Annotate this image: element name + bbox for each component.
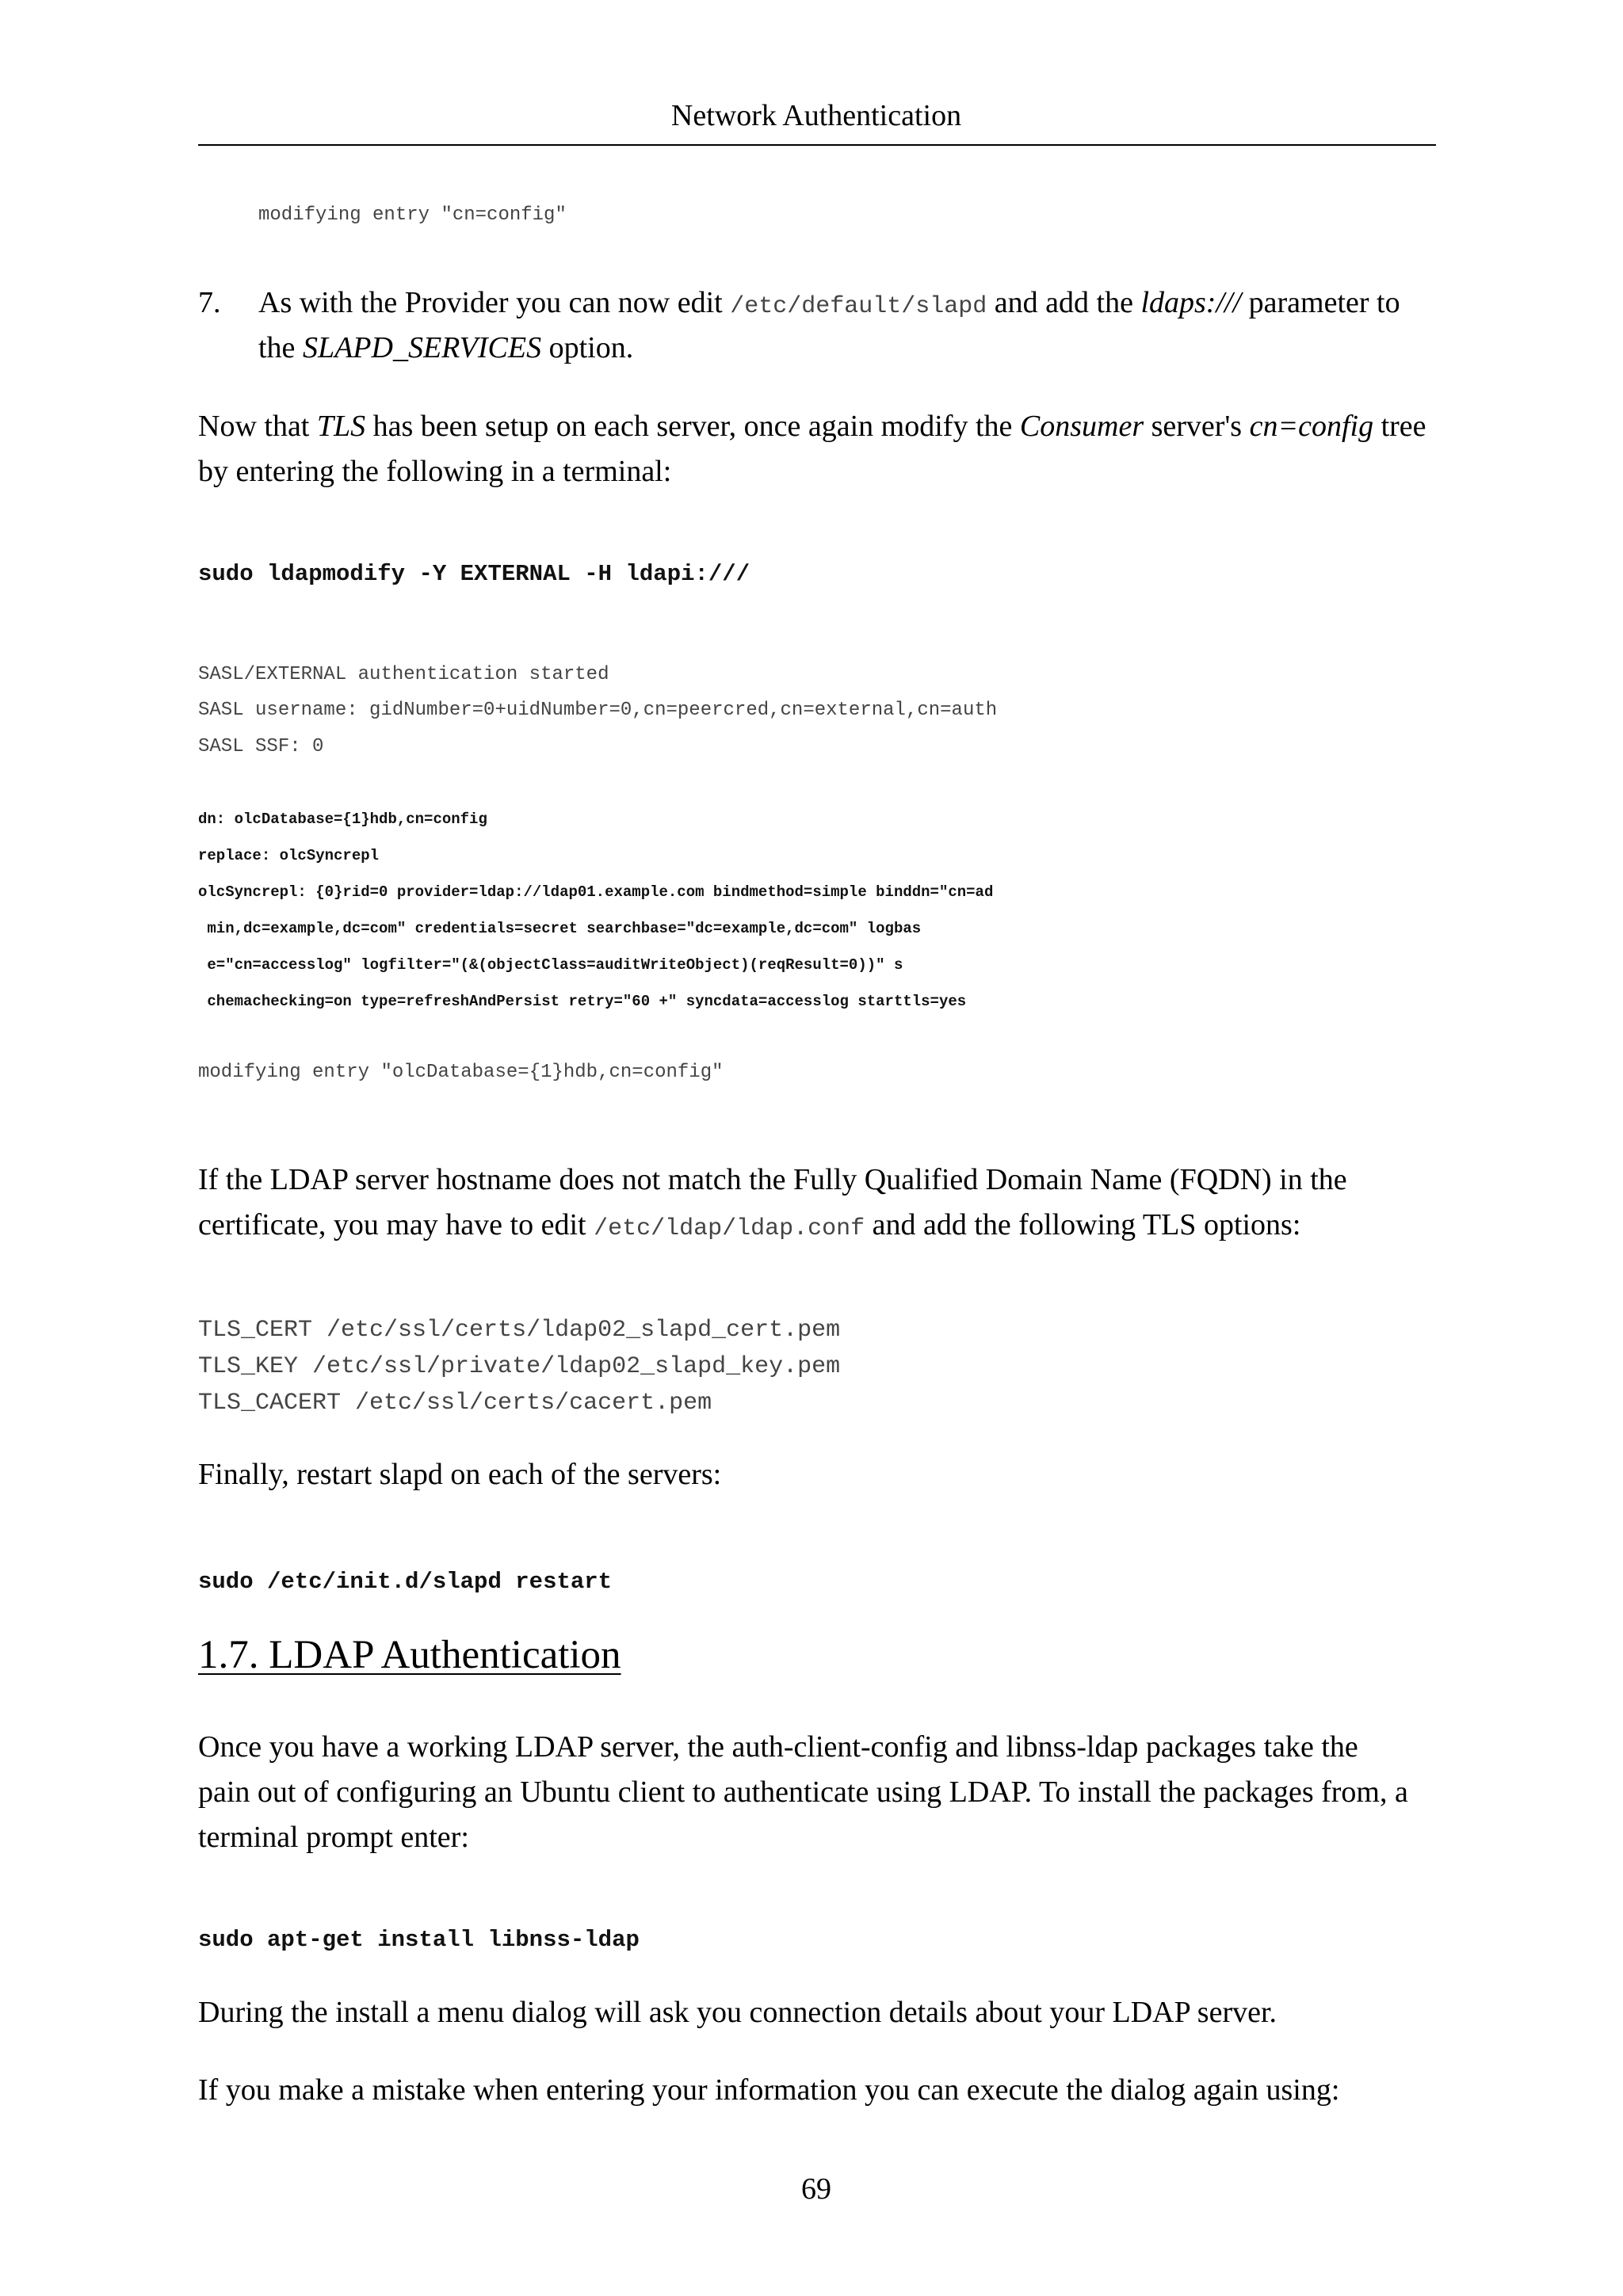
step7-text-d: the <box>258 331 303 364</box>
command-apt-get-install: sudo apt-get install libnss-ldap <box>198 1927 640 1953</box>
para1-tls: TLS <box>316 410 366 443</box>
sasl-line: SASL SSF: 0 <box>198 736 324 757</box>
para-ldap-auth-line: pain out of configuring an Ubuntu client to authenticate using LDAP. To install the packages from, a <box>198 1775 1408 1809</box>
para2-text-a: certificate, you may have to edit <box>198 1208 594 1241</box>
tls-option-line: TLS_CACERT /etc/ssl/certs/cacert.pem <box>198 1390 712 1417</box>
step7-line2 <box>258 326 633 371</box>
ldif-line: dn: olcDatabase={1}hdb,cn=config <box>198 810 487 828</box>
ldif-line: chemachecking=on type=refreshAndPersist retry="60 +" syncdata=accesslog starttls=yes <box>198 993 967 1010</box>
tls-option-line: TLS_KEY /etc/ssl/private/ldap02_slapd_key.pem <box>198 1353 841 1380</box>
running-header: Network Authentication <box>670 99 962 132</box>
step7-text-a: As with the Provider you can now edit <box>258 286 731 319</box>
page-number: 69 <box>801 2172 831 2206</box>
code-output-modifying-config: modifying entry "cn=config" <box>258 204 567 226</box>
step7-slapd-services: SLAPD_SERVICES <box>302 331 542 364</box>
ldif-line: min,dc=example,dc=com" credentials=secret searchbase="dc=example,dc=com" logbas <box>198 920 922 937</box>
para-fqdn-line2 <box>198 1203 1300 1252</box>
para2-path-ldap-conf: /etc/ldap/ldap.conf <box>594 1215 865 1242</box>
header-rule <box>198 144 1436 146</box>
step7-text-b: and add the <box>987 286 1141 319</box>
para-ldap-auth-line: Once you have a working LDAP server, the auth-client-config and libnss-ldap packages take the <box>198 1730 1358 1764</box>
para1-text-a: Now that <box>198 410 317 443</box>
ldif-line: e="cn=accesslog" logfilter="(&(objectClass=auditWriteObject)(reqResult=0))" s <box>198 956 903 974</box>
step7-text-c: parameter to <box>1241 286 1400 319</box>
step7-path-slapd: /etc/default/slapd <box>730 293 987 320</box>
para1-text-c: server's <box>1144 410 1250 443</box>
tls-option-line: TLS_CERT /etc/ssl/certs/ldap02_slapd_cert.pem <box>198 1317 841 1344</box>
para-fqdn-line1: If the LDAP server hostname does not match the Fully Qualified Domain Name (FQDN) in the <box>198 1163 1347 1196</box>
para-tls-setup-line2: by entering the following in a terminal: <box>198 455 672 488</box>
para1-consumer: Consumer <box>1019 410 1144 443</box>
ldif-line: olcSyncrepl: {0}rid=0 provider=ldap://ldap01.example.com bindmethod=simple binddn="cn=ad <box>198 883 994 901</box>
para2-text-b: and add the following TLS options: <box>865 1208 1301 1241</box>
para-tls-setup-line1 <box>198 404 1426 449</box>
para1-text-d: tree <box>1373 410 1426 443</box>
command-ldapmodify: sudo ldapmodify -Y EXTERNAL -H ldapi:/// <box>198 561 750 587</box>
para1-cn-config: cn=config <box>1249 410 1374 443</box>
step7-ldaps-param: ldaps:/// <box>1140 286 1242 319</box>
sasl-line: SASL/EXTERNAL authentication started <box>198 664 609 685</box>
ldif-line: replace: olcSyncrepl <box>198 847 380 864</box>
para-install-dialog: During the install a menu dialog will ask you connection details about your LDAP server. <box>198 1996 1277 2029</box>
code-output-modifying-hdb: modifying entry "olcDatabase={1}hdb,cn=config" <box>198 1062 724 1083</box>
para-mistake: If you make a mistake when entering your information you can execute the dialog again using: <box>198 2073 1340 2107</box>
list-number-7: 7. <box>198 286 221 319</box>
para-ldap-auth-line: terminal prompt enter: <box>198 1821 469 1854</box>
section-heading-ldap-authentication: 1.7. LDAP Authentication <box>198 1633 621 1677</box>
para1-text-b: has been setup on each server, once again modify the <box>365 410 1020 443</box>
sasl-line: SASL username: gidNumber=0+uidNumber=0,cn=peercred,cn=external,cn=auth <box>198 700 998 721</box>
command-restart-slapd: sudo /etc/init.d/slapd restart <box>198 1569 613 1595</box>
para-restart: Finally, restart slapd on each of the servers: <box>198 1458 722 1491</box>
step7-text-e: option. <box>541 331 634 364</box>
step7-line1 <box>258 280 1400 330</box>
